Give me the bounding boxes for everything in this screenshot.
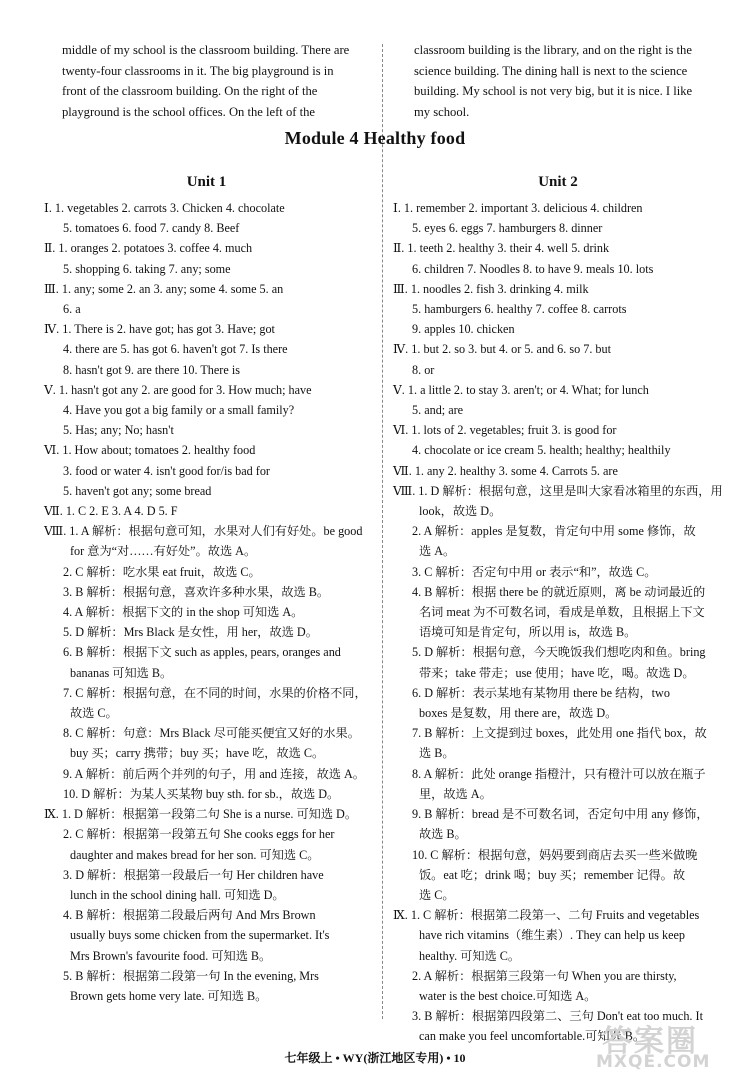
answer-line: 3. C 解析：否定句中用 or 表示“和”，故选 C。 (412, 564, 657, 579)
answer-line: 4. there are 5. has got 6. haven't got 7. Is there (63, 342, 288, 357)
answer-line: Ⅴ. 1. hasn't got any 2. are good for 3. How much; have (44, 382, 312, 397)
page-footer: 七年级上 • WY(浙江地区专用) • 10 (284, 1051, 466, 1065)
answer-line: 5. hamburgers 6. healthy 7. coffee 8. carrots (412, 302, 627, 317)
answer-line: 2. C 解析：根据第一段第五句 She cooks eggs for her (63, 827, 335, 842)
answer-line: 2. A 解析：根据第三段第一句 When you are thirsty, (412, 968, 677, 983)
answer-line: 3. D 解析：根据第一段最后一句 Her children have (63, 867, 324, 882)
text-line: science building. The dining hall is next to the science (414, 63, 688, 78)
answer-line: lunch in the school dining hall. 可知选 D。 (70, 887, 285, 902)
answer-line: Mrs Brown's favourite food. 可知选 B。 (70, 948, 272, 963)
answer-line: Brown gets home very late. 可知选 B。 (70, 988, 268, 1003)
answer-line: Ⅳ. 1. but 2. so 3. but 4. or 5. and 6. so 7. but (393, 342, 612, 357)
answer-line: Ⅳ. 1. There is 2. have got; has got 3. Have; got (44, 322, 275, 337)
answer-line: boxes 是复数，用 there are，故选 D。 (419, 706, 618, 721)
unit2-answers (393, 198, 723, 1047)
answer-line: 故选 C。 (70, 706, 118, 721)
answer-line: Ⅲ. 1. any; some 2. an 3. any; some 4. some 5. an (44, 281, 284, 296)
answer-line: 3. food or water 4. isn't good for/is bad for (63, 463, 270, 478)
text-line: my school. (414, 104, 470, 119)
answer-line: 9. B 解析：bread 是不可数名词，否定句中用 any 修饰， (412, 807, 709, 822)
answer-line: Ⅴ. 1. a little 2. to stay 3. aren't; or 4. What; for lunch (393, 382, 649, 397)
answer-line: 语境可知是肯定句，所以用 is，故选 B。 (419, 625, 637, 640)
answer-line: 4. B 解析：根据 there be 的就近原则，离 be 动词最近的 (412, 584, 706, 599)
unit1-column (44, 170, 369, 1006)
answer-line: 5. B 解析：根据第二段第一句 In the evening, Mrs (63, 968, 319, 983)
answer-line: Ⅱ. 1. teeth 2. healthy 3. their 4. well 5. drink (393, 241, 610, 256)
answer-line: Ⅷ. 1. A 解析：根据句意可知，水果对人们有好处。be good (44, 524, 363, 539)
top-paragraph-right (414, 40, 727, 122)
unit2-title: Unit 2 (538, 174, 578, 190)
answer-line: 6. D 解析：表示某地有某物用 there be 结构，two (412, 685, 670, 700)
answer-line: Ⅱ. 1. oranges 2. potatoes 3. coffee 4. much (44, 241, 253, 256)
answer-line: 8. A 解析：此处 orange 指橙汁，只有橙汁可以放在瓶子 (412, 766, 706, 781)
answer-line: healthy. 可知选 C。 (419, 948, 521, 963)
answer-line: 名词 meat 为不可数名词，看成是单数，且根据上下文 (419, 605, 705, 620)
text-line: playground is the school offices. On the left of the (62, 104, 315, 119)
top-paragraph-left (62, 40, 375, 122)
text-line: twenty-four classrooms in it. The big playground is in (62, 63, 334, 78)
answer-line: 5. D 解析：Mrs Black 是女性，用 her，故选 D。 (63, 625, 318, 640)
answer-line: 5. eyes 6. eggs 7. hamburgers 8. dinner (412, 221, 603, 236)
answer-line: 10. D 解析：为某人买某物 buy sth. for sb.，故选 D。 (63, 786, 340, 801)
answer-line: 10. C 解析：根据句意，妈妈要到商店去买一些米做晚 (412, 847, 698, 862)
answer-line: 6. children 7. Noodles 8. to have 9. meals 10. lots (412, 261, 654, 276)
answer-line: 8. C 解析：句意：Mrs Black 尽可能买便宜又好的水果。 (63, 726, 360, 741)
answer-line: 选 A。 (419, 544, 456, 559)
answer-line: 带来；take 带走；use 使用；have 吃，喝。故选 D。 (419, 665, 695, 680)
answer-line: 8. hasn't got 9. are there 10. There is (63, 362, 240, 377)
answer-line: 2. C 解析：吃水果 eat fruit，故选 C。 (63, 564, 261, 579)
answer-line: water is the best choice.可知选 A。 (419, 988, 597, 1003)
answer-line: 饭。eat 吃；drink 喝；buy 买；remember 记得。故 (419, 867, 686, 882)
answer-line: for 意为“对……有好处”。故选 A。 (70, 544, 257, 559)
answer-line: 9. apples 10. chicken (412, 322, 515, 337)
text-line: classroom building is the library, and on the right is the (414, 43, 692, 57)
answer-line: 5. tomatoes 6. food 7. candy 8. Beef (63, 221, 240, 236)
answer-line: look，故选 D。 (419, 504, 502, 519)
answer-line: Ⅸ. 1. C 解析：根据第二段第一、二句 Fruits and vegetables (393, 908, 700, 923)
answer-line: 5. and; are (412, 403, 464, 418)
answer-line: 9. A 解析：前后两个并列的句子，用 and 连接，故选 A。 (63, 766, 365, 781)
answer-line: 4. B 解析：根据第二段最后两句 And Mrs Brown (63, 908, 316, 923)
answer-line: 里，故选 A。 (419, 786, 492, 801)
text-line: middle of my school is the classroom building. There are (62, 43, 350, 57)
answer-line: 6. B 解析：根据下文 such as apples, pears, oranges and (63, 645, 341, 660)
answer-line: 5. Has; any; No; hasn't (63, 423, 174, 438)
answer-line: 选 C。 (419, 887, 455, 902)
unit1-title: Unit 1 (186, 174, 227, 190)
answer-line: 2. A 解析：apples 是复数，肯定句中用 some 修饰，故 (412, 524, 696, 539)
answer-line: 5. haven't got any; some bread (63, 483, 212, 498)
answer-line: 6. a (63, 302, 81, 317)
answer-line: Ⅲ. 1. noodles 2. fish 3. drinking 4. milk (393, 281, 589, 296)
answer-line: 选 B。 (419, 746, 455, 761)
answer-line: Ⅷ. 1. D 解析：根据句意，这里是叫大家看冰箱里的东西，用 (393, 483, 723, 498)
answer-line: daughter and makes bread for her son. 可知选 C。 (70, 847, 320, 862)
answer-line: have rich vitamins（维生素）. They can help us keep (419, 928, 686, 943)
answer-line: 7. B 解析：上文提到过 boxes，此处用 one 指代 box，故 (412, 726, 707, 741)
answer-line: Ⅶ. 1. any 2. healthy 3. some 4. Carrots 5. are (393, 463, 618, 478)
text-line: front of the classroom building. On the right of the (62, 84, 318, 98)
answer-line: Ⅰ. 1. vegetables 2. carrots 3. Chicken 4. chocolate (44, 201, 285, 215)
column-divider (382, 44, 383, 1019)
answer-line: 4. chocolate or ice cream 5. health; healthy; healthily (412, 443, 671, 458)
watermark-logo (588, 1018, 738, 1074)
answer-line: 5. D 解析：根据句意，今天晚饭我们想吃肉和鱼。bring (412, 645, 706, 660)
answer-line: usually buys some chicken from the supermarket. It's (70, 928, 330, 943)
watermark-line1: 答案圈 (602, 1024, 698, 1059)
answer-line: Ⅵ. 1. How about; tomatoes 2. healthy food (44, 443, 256, 458)
answer-line: 4. A 解析：根据下文的 in the shop 可知选 A。 (63, 605, 304, 620)
answer-line: buy 买；carry 携带；buy 买；have 吃，故选 C。 (70, 746, 325, 761)
answer-line: can make you feel uncomfortable.可知选 B。 (419, 1029, 646, 1044)
watermark-line2: MXQE.COM (596, 1052, 711, 1072)
answer-line: Ⅸ. 1. D 解析：根据第一段第二句 She is a nurse. 可知选 D。 (44, 807, 358, 822)
unit2-column (393, 170, 723, 1047)
answer-line: Ⅶ. 1. C 2. E 3. A 4. D 5. F (44, 504, 178, 519)
answer-line: 故选 B。 (419, 827, 467, 842)
answer-line: 4. Have you got a big family or a small family? (63, 403, 295, 418)
text-line: building. My school is not very big, but it is nice. I like (414, 84, 693, 98)
answer-line: 5. shopping 6. taking 7. any; some (63, 261, 231, 276)
answer-line: 8. or (412, 362, 435, 377)
answer-line: 7. C 解析：根据句意，在不同的时间，水果的价格不同， (63, 685, 367, 700)
answer-line: 3. B 解析：根据第四段第二、三句 Don't eat too much. It (412, 1009, 703, 1024)
answer-line: Ⅵ. 1. lots of 2. vegetables; fruit 3. is good for (393, 423, 617, 438)
unit1-answers (44, 198, 369, 1006)
answer-line: bananas 可知选 B。 (70, 665, 173, 680)
answer-line: 3. B 解析：根据句意，喜欢许多种水果，故选 B。 (63, 584, 330, 599)
module-title: Module 4 Healthy food (284, 128, 466, 148)
answer-line: Ⅰ. 1. remember 2. important 3. delicious 4. children (393, 201, 643, 215)
